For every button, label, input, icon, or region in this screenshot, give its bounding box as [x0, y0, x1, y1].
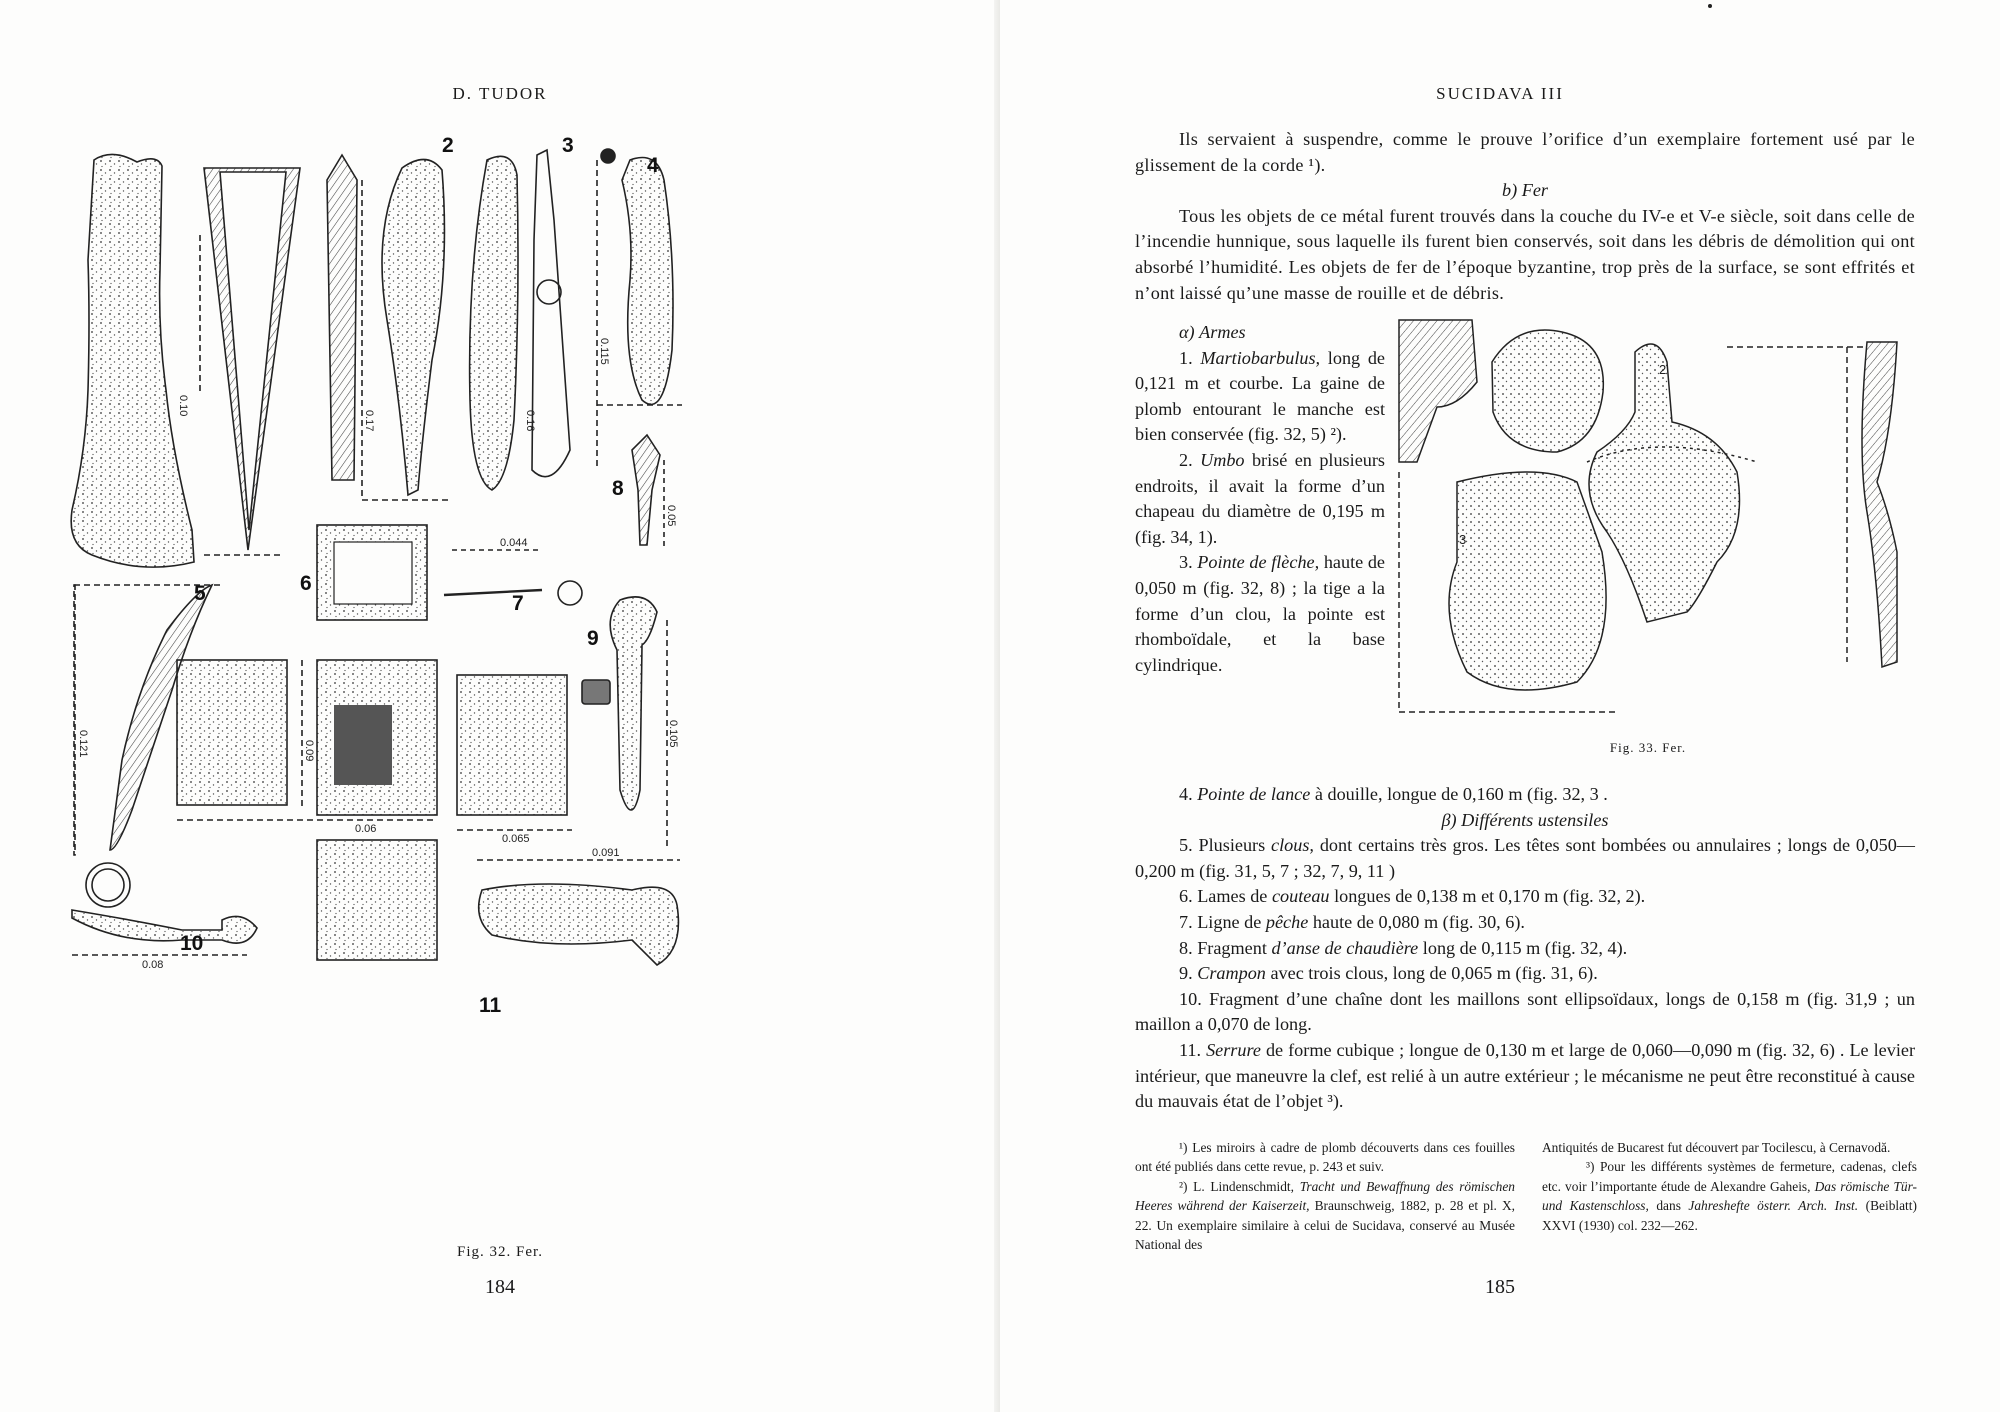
item-6: 6. Lames de couteau longues de 0,138 m et 0,170 m (fig. 32, 2).: [1179, 886, 1646, 907]
page-number-left: 184: [485, 1276, 515, 1298]
figure-32-plate: [72, 134, 897, 1240]
plate-label: 9: [587, 627, 599, 650]
measure-label: 0.06: [355, 823, 377, 835]
item-8: 8. Fragment d’anse de chaudière long de 0,115 m (fig. 32, 4).: [1179, 937, 1628, 958]
measure-label: 0.044: [500, 537, 528, 549]
measure-label: 0.17: [363, 410, 375, 432]
item-7: 7. Ligne de pêche haute de 0,080 m (fig. 30, 6).: [1179, 911, 1525, 932]
item-10: 10. Fragment d’une chaîne dont les maillons sont ellipsoïdaux, longs de 0,158 m (fig. 31,9 ; un maillon a 0,070 de long.: [1135, 988, 1915, 1035]
item-5: 5. Plusieurs clous, dont certains très gros. Les têtes sont bombées ou annulaires ; longs de 0,050—0,200 m (fig. 31, 5, 7 ; 32, 7, 9, 11 ): [1135, 835, 1915, 881]
fig33-label: 3: [1459, 532, 1467, 547]
measure-label: 0.065: [502, 833, 530, 845]
item-1: 1. Martiobarbulus, long de 0,121 m et courbe. La gaine de plomb entourant le manche est bien conservée (fig. 32, 5) ²).: [1135, 347, 1385, 445]
item-3: 3. Pointe de flèche, haute de 0,050 m (fig. 32, 8) ; la tige a la forme d’un clou, la pointe est rhomboïdale, et la base cylindrique.: [1135, 552, 1386, 675]
running-head-left: D. TUDOR: [452, 84, 548, 103]
figure-33-caption: Fig. 33. Fer.: [1609, 740, 1687, 755]
item-9: 9. Crampon avec trois clous, long de 0,065 m (fig. 31, 6).: [1179, 963, 1598, 984]
measure-label: 0.09: [303, 740, 315, 762]
fig33-label: 2: [1659, 362, 1667, 377]
figure-32-caption: Fig. 32. Fer.: [457, 1244, 543, 1260]
body-text-column: [1135, 320, 1385, 678]
footnotes-column-1: [1135, 1138, 1515, 1254]
paragraph-fer: Tous les objets de ce métal furent trouvés dans la couche du IV-e et V-e siècle, soit dans celle de l’incendie hunnique, sous laquelle ils furent bien conservés, soit dans les débris de démolition qui ont absorbé l’humidité. Les objets de fer de l’époque byzantine, trop près de la surface, se sont effrités et n’ont laissé qu’une masse de rouille et de débris.: [1135, 205, 1915, 303]
plate-label: 8: [612, 477, 624, 500]
figure-33-plate: [1397, 312, 1917, 737]
plate-label: 3: [562, 134, 574, 157]
item-11: 11. Serrure de forme cubique ; longue de 0,130 m et large de 0,060—0,090 m (fig. 32, 6) . Le levier intérieur, que maneuvre la clef, est relié à un autre extérieur ; le mécanisme ne peut être reconstitué à cause du mauvais état de l’objet ³).: [1135, 1039, 1916, 1112]
footnote-2-continued: Antiquités de Bucarest fut découvert par Tocilescu, à Cernavodă.: [1542, 1140, 1891, 1155]
running-head-right: SUCIDAVA III: [1436, 84, 1564, 103]
page-speck: [1708, 4, 1712, 8]
footnotes-column-2: [1542, 1138, 1917, 1235]
paragraph-intro: Ils servaient à suspendre, comme le prouve l’orifice d’un exemplaire fortement usé par le glissement de la corde ¹).: [1135, 129, 1915, 175]
body-text-bottom: [1135, 782, 1915, 1115]
plate-label: 6: [300, 572, 312, 595]
body-text-top: [1135, 127, 1915, 306]
measure-label: 0.10: [177, 395, 189, 417]
measure-label: 0.121: [77, 730, 89, 758]
measure-label: 0.115: [598, 338, 610, 365]
item-2: 2. Umbo brisé en plusieurs endroits, il avait la forme d’un chapeau du diamètre de 0,195 m (fig. 34, 1).: [1135, 449, 1385, 547]
measure-label: 0.105: [667, 720, 679, 748]
plate-label: 5: [194, 582, 206, 605]
footnote-3: ³) Pour les différents systèmes de fermeture, cadenas, clefs etc. voir l’importante étude de Alexandre Gaheis, Das römische Tür-und Kastenschloss, dans Jahreshefte österr. Arch. Inst. (Beiblatt) XXVI (1930) col. 232—262.: [1542, 1159, 1917, 1233]
plate-label: 11: [479, 994, 502, 1017]
footnote-2: ²) L. Lindenschmidt, Tracht und Bewaffnung des römischen Heeres während der Kaiserzeit, Braunschweig, 1882, p. 28 et pl. X, 22. Un exemplaire similaire à celui de Sucidava, conservé au Musée National des: [1135, 1178, 1516, 1253]
plate-label: 7: [512, 592, 524, 615]
measure-label: 0.05: [665, 505, 677, 527]
subheading-armes: α) Armes: [1179, 322, 1246, 342]
section-heading-fer: b) Fer: [1502, 180, 1548, 201]
plate-label: 2: [442, 134, 454, 157]
plate-label: 10: [180, 932, 204, 955]
plate-label: 4: [647, 154, 659, 177]
subheading-ustensiles: β) Différents ustensiles: [1441, 809, 1609, 830]
footnote-1: ¹) Les miroirs à cadre de plomb découverts dans ces fouilles ont été publiés dans cette revue, p. 243 et suiv.: [1135, 1140, 1515, 1175]
measure-label: 0.091: [592, 847, 620, 859]
page-number-right: 185: [1485, 1276, 1515, 1298]
measure-label: 0.16: [524, 410, 536, 432]
item-4: 4. Pointe de lance à douille, longue de 0,160 m (fig. 32, 3 .: [1179, 784, 1608, 804]
measure-label: 0.08: [142, 959, 164, 971]
